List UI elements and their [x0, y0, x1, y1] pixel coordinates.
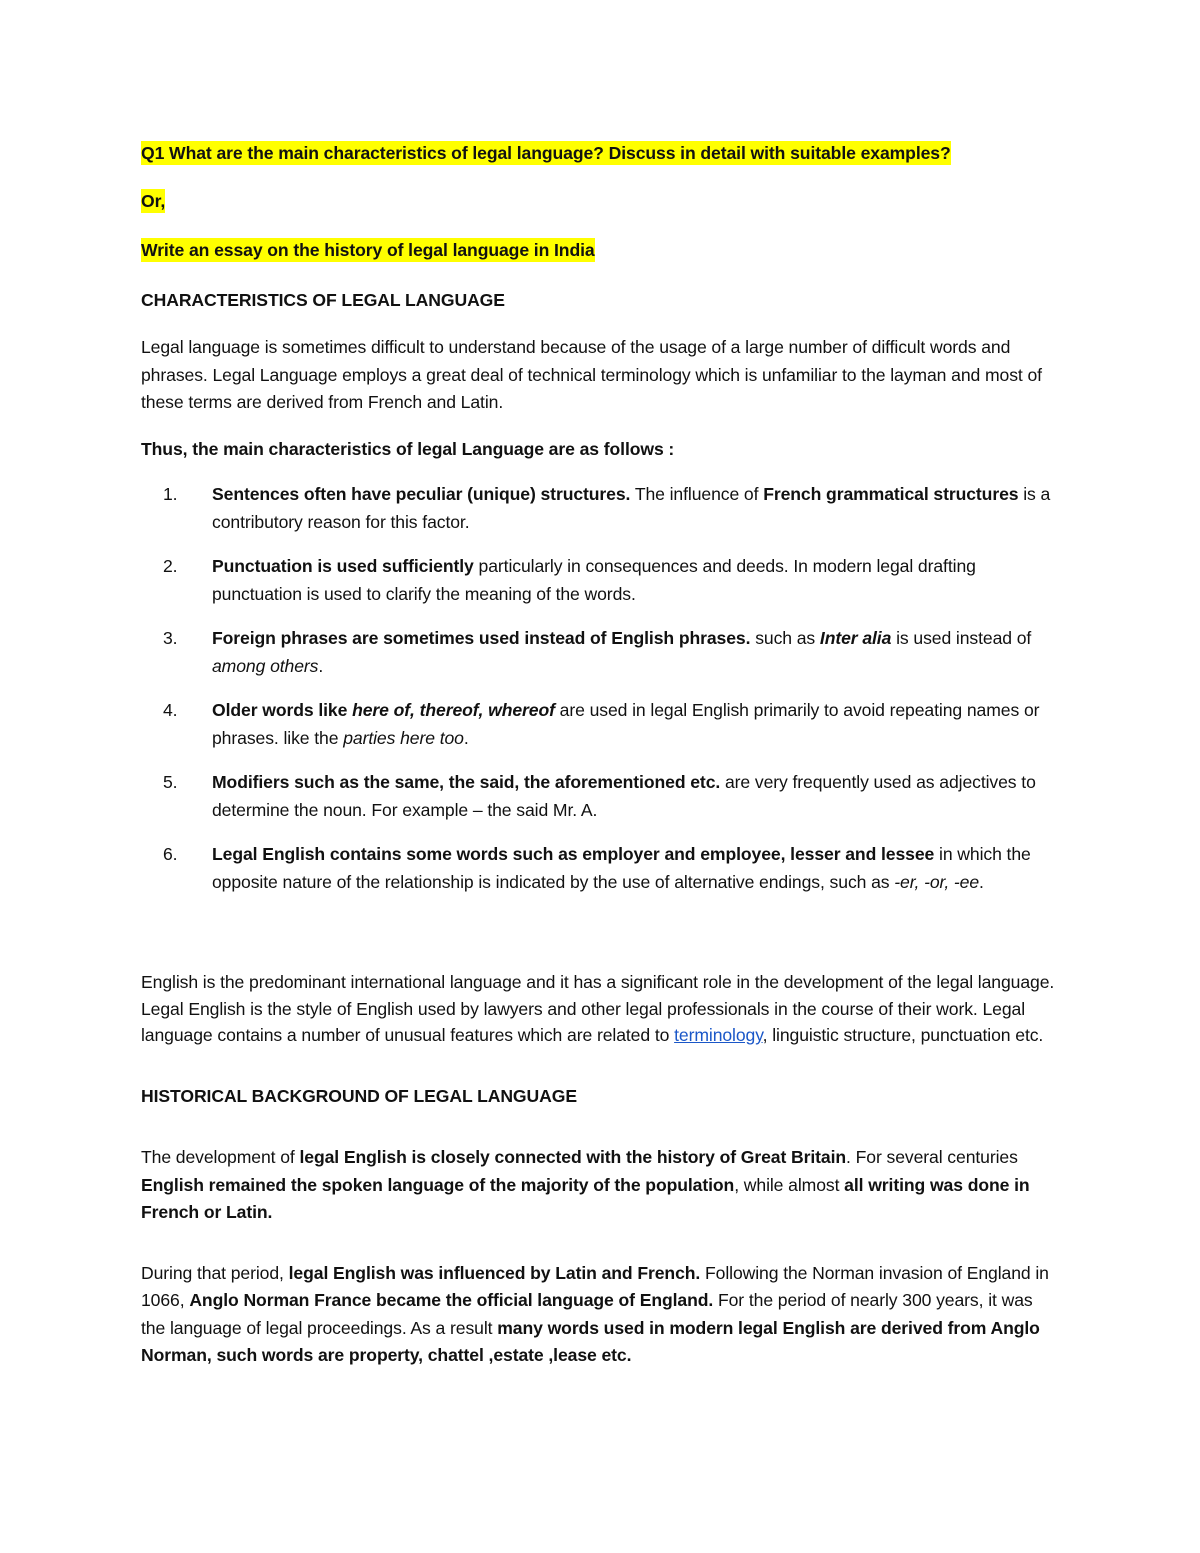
question-highlight: Q1 What are the main characteristics of legal language? Discuss in detail with suitable examples?	[141, 143, 951, 163]
item-bold-text: Foreign phrases are sometimes used instead of English phrases.	[212, 628, 751, 648]
dev-text: The development of	[141, 1147, 300, 1167]
item-bold-text: Sentences often have peculiar (unique) structures.	[212, 484, 631, 504]
or-highlight: Or,	[141, 190, 166, 211]
item-text: .	[318, 655, 324, 676]
item-text: in which the opposite nature of the relationship is indicated by the use of alternative endings, such as	[212, 844, 1031, 892]
item-bold-text: Legal English contains some words such as employer and employee, lesser and lessee	[212, 844, 935, 864]
item-text: are used in legal English primarily to avoid repeating names or phrases. like the	[212, 700, 1040, 748]
list-item	[141, 841, 1061, 896]
item-bold-text: French grammatical structures	[763, 484, 1019, 504]
item-bold-text: Modifiers such as the same, the said, the aforementioned etc.	[212, 772, 721, 792]
question-line	[141, 140, 1061, 168]
item-text: is a contributory reason for this factor.	[212, 484, 1051, 532]
list-number: 1.	[163, 484, 178, 504]
characteristics-list	[141, 481, 1061, 896]
list-number: 6.	[163, 844, 178, 864]
item-text: The influence of	[630, 484, 764, 504]
dev-text: , while almost	[734, 1174, 845, 1195]
list-item	[141, 769, 1061, 824]
item-text: such as	[750, 628, 820, 648]
during-paragraph	[141, 1260, 1061, 1370]
document-page	[141, 140, 1061, 1370]
list-number: 4.	[163, 700, 178, 720]
essay-question-line	[141, 237, 1061, 265]
list-item	[141, 625, 1061, 680]
during-bold-text: Anglo Norman France became the official language of England.	[189, 1290, 714, 1310]
or-line	[141, 188, 1061, 216]
item-italic-text: -er, -or, -ee	[894, 871, 980, 892]
dev-text: . For several centuries	[846, 1147, 1018, 1167]
terminology-link[interactable]: terminology	[674, 1025, 763, 1045]
development-paragraph	[141, 1144, 1061, 1227]
item-text: .	[463, 727, 469, 748]
item-italic-text: among others	[212, 655, 319, 676]
list-number: 5.	[163, 772, 178, 792]
item-text: is used instead of	[891, 628, 1032, 648]
item-bold-italic-text: Inter alia	[819, 628, 892, 648]
list-item	[141, 553, 1061, 608]
characteristics-heading: CHARACTERISTICS OF LEGAL LANGUAGE	[141, 289, 505, 310]
dev-bold-text: legal English is closely connected with the history of Great Britain	[299, 1147, 847, 1167]
history-heading: HISTORICAL BACKGROUND OF LEGAL LANGUAGE	[141, 1085, 577, 1106]
during-text: During that period,	[141, 1262, 289, 1283]
item-italic-text: parties here too	[343, 727, 464, 748]
item-text: .	[979, 871, 984, 892]
list-number: 3.	[163, 628, 178, 648]
during-bold-text: many words used in modern legal English are derived from Anglo Norman, such words are property, chattel ,estate ,lease etc.	[141, 1317, 1040, 1365]
characteristics-intro: Legal language is sometimes difficult to understand because of the usage of a large number of difficult words and phrases. Legal Language employs a great deal of technical terminology which is unfamiliar to the layman and most of these terms are derived from French and Latin.	[141, 337, 1042, 412]
english-text: English is the predominant international language and it has a significant role in the development of the legal language. Legal English is the style of English used by lawyers and other legal professionals in the course of their work. Legal language contains a number of unusual features which are related to	[141, 972, 1055, 1045]
during-bold-text: legal English was influenced by Latin and French.	[288, 1262, 701, 1283]
during-text: Following the Norman invasion of England in 1066,	[141, 1262, 1049, 1310]
english-paragraph	[141, 969, 1061, 1049]
item-text: are very frequently used as adjectives to determine the noun. For example – the said Mr. A.	[212, 772, 1036, 820]
english-text-end: , linguistic structure, punctuation etc.	[762, 1025, 1044, 1045]
item-bold-text: Punctuation is used sufficiently	[212, 556, 474, 576]
list-item	[141, 481, 1061, 536]
list-item	[141, 697, 1061, 752]
essay-highlight: Write an essay on the history of legal language in India	[141, 240, 595, 260]
item-bold-text: Older words like	[212, 700, 353, 720]
dev-bold-text: English remained the spoken language of the majority of the population	[141, 1174, 735, 1195]
dev-bold-text: all writing was done in French or Latin.	[141, 1174, 1030, 1222]
during-text: For the period of nearly 300 years, it was the language of legal proceedings. As a result	[141, 1290, 1033, 1338]
list-number: 2.	[163, 556, 178, 576]
item-bold-italic-text: here of, thereof, whereof	[352, 700, 555, 720]
characteristics-lead-in: Thus, the main characteristics of legal Language are as follows :	[141, 438, 675, 459]
item-text: particularly in consequences and deeds. In modern legal drafting punctuation is used to clarify the meaning of the words.	[212, 556, 976, 604]
